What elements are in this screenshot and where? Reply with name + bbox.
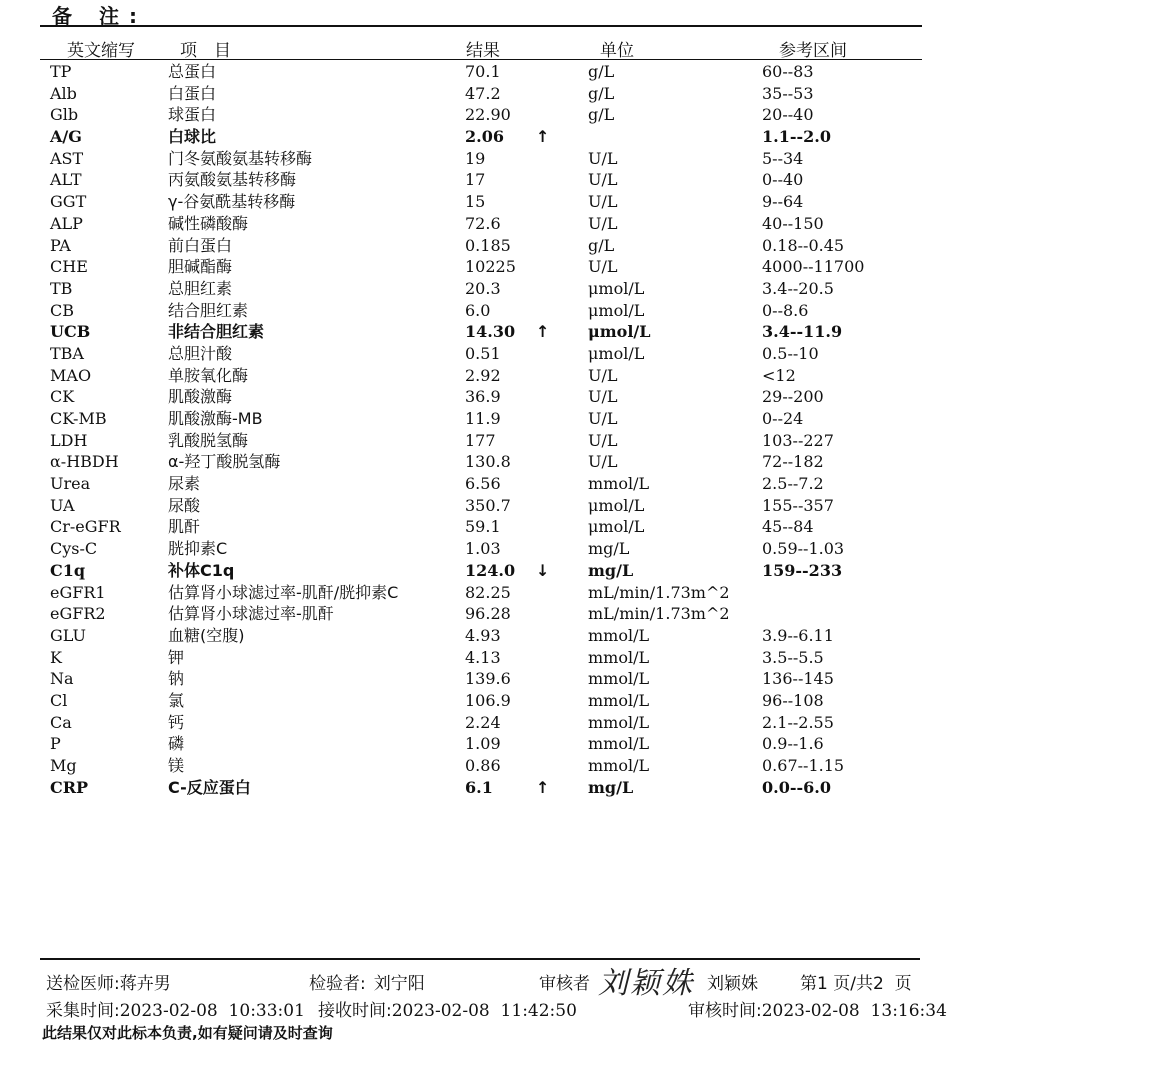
test-unit: g/L	[588, 62, 615, 81]
test-unit: U/L	[588, 257, 618, 277]
table-row	[0, 148, 1170, 170]
test-unit: U/L	[588, 170, 618, 190]
table-row	[0, 516, 1170, 538]
reviewer-name: 刘颖姝	[707, 974, 758, 994]
tester-label: 检验者:	[309, 974, 366, 994]
test-unit: g/L	[588, 105, 615, 125]
test-unit: U/L	[588, 430, 618, 450]
reference-range: <12	[762, 365, 796, 385]
disclaimer-note: 此结果仅对此标本负责,如有疑问请及时查询	[42, 1024, 333, 1042]
test-name: γ-谷氨酰基转移酶	[168, 192, 296, 212]
abnormal-flag-icon: ↑	[536, 322, 550, 342]
reference-range: 72--182	[762, 452, 824, 472]
test-abbr: P	[50, 734, 61, 754]
test-result: 130.8	[465, 452, 511, 472]
test-abbr: PA	[50, 235, 71, 255]
reference-range: 3.9--6.11	[762, 625, 834, 645]
test-result: 4.93	[465, 625, 501, 645]
header-divider	[40, 59, 922, 60]
reference-range: 0--24	[762, 409, 804, 428]
reference-range: 0--8.6	[762, 300, 809, 320]
test-name: 钾	[168, 647, 185, 667]
test-name: 非结合胆红素	[168, 322, 265, 342]
doctor-field	[46, 969, 171, 994]
test-abbr: A/G	[50, 127, 82, 147]
test-result: 19	[465, 148, 486, 168]
test-result: 106.9	[465, 690, 511, 710]
test-result: 0.51	[465, 343, 501, 363]
test-unit: mmol/L	[588, 647, 650, 667]
test-name: 胱抑素C	[168, 539, 228, 559]
table-row	[0, 256, 1170, 278]
test-abbr: Cl	[50, 690, 68, 710]
results-table	[0, 61, 1170, 798]
remark-label: 备 注:	[52, 4, 147, 28]
table-row	[0, 104, 1170, 126]
test-unit: μmol/L	[588, 495, 645, 515]
test-unit: μmol/L	[588, 278, 645, 298]
test-name: 磷	[168, 734, 185, 754]
collect-time-label: 采集时间:	[46, 1001, 120, 1021]
table-row	[0, 430, 1170, 452]
page-indicator: 第1 页/共2 页	[800, 974, 912, 994]
test-abbr: TP	[50, 62, 72, 81]
test-unit: U/L	[588, 387, 618, 407]
table-row	[0, 213, 1170, 235]
table-row	[0, 408, 1170, 430]
test-name: C-反应蛋白	[168, 777, 251, 797]
test-abbr: Mg	[50, 756, 77, 775]
reviewer-signature: 刘颖姝	[598, 966, 694, 1001]
table-row	[0, 473, 1170, 495]
table-row	[0, 191, 1170, 213]
test-name: 肌酐	[168, 517, 201, 537]
reference-range: 45--84	[762, 517, 814, 537]
test-name: 钙	[168, 712, 185, 732]
test-abbr: C1q	[50, 560, 86, 580]
collect-time-field	[46, 996, 305, 1021]
test-name: 估算肾小球滤过率-肌酐	[168, 604, 334, 624]
doctor-name: 蒋卉男	[119, 974, 171, 994]
abnormal-flag-icon: ↑	[536, 777, 550, 797]
abnormal-flag-icon: ↓	[536, 560, 550, 580]
table-row	[0, 451, 1170, 473]
test-result: 2.92	[465, 365, 501, 385]
reference-range: 3.4--11.9	[762, 322, 843, 342]
table-row	[0, 755, 1170, 777]
collect-time: 2023-02-08 10:33:01	[119, 1001, 305, 1021]
test-result: 6.0	[465, 300, 491, 320]
test-unit: mmol/L	[588, 625, 650, 645]
test-name: 尿酸	[168, 495, 201, 515]
test-unit: μmol/L	[588, 517, 645, 537]
reference-range: 3.4--20.5	[762, 278, 834, 298]
test-name: 单胺氧化酶	[168, 365, 249, 385]
top-divider	[40, 25, 922, 27]
test-unit: U/L	[588, 409, 618, 428]
reference-range: 20--40	[762, 105, 814, 125]
test-abbr: TB	[50, 278, 73, 298]
test-unit: mL/min/1.73m^2	[588, 604, 730, 624]
table-row	[0, 582, 1170, 604]
test-unit: U/L	[588, 148, 618, 168]
test-result: 59.1	[465, 517, 501, 537]
test-unit: U/L	[588, 452, 618, 472]
table-row	[0, 169, 1170, 191]
test-abbr: GGT	[50, 192, 87, 212]
test-result: 47.2	[465, 83, 501, 103]
test-name: 总胆红素	[168, 278, 233, 298]
reference-range: 0--40	[762, 170, 804, 190]
test-unit: mmol/L	[588, 669, 650, 689]
reference-range: 0.0--6.0	[762, 777, 831, 797]
test-unit: U/L	[588, 365, 618, 385]
test-result: 124.0	[465, 560, 516, 580]
test-name: 前白蛋白	[168, 235, 233, 255]
test-unit: mg/L	[588, 777, 634, 797]
test-unit: g/L	[588, 83, 615, 103]
tester-name: 刘宁阳	[373, 974, 425, 994]
test-name: 估算肾小球滤过率-肌酐/胱抑素C	[168, 582, 399, 602]
doctor-label: 送检医师:	[46, 974, 120, 994]
test-result: 10225	[465, 257, 516, 277]
test-abbr: CK-MB	[50, 409, 107, 428]
test-result: 1.09	[465, 734, 501, 754]
reference-range: 29--200	[762, 387, 824, 407]
test-abbr: CB	[50, 300, 74, 320]
test-result: 96.28	[465, 604, 511, 624]
test-abbr: ALT	[50, 170, 82, 190]
test-result: 1.03	[465, 539, 501, 559]
reference-range: 96--108	[762, 690, 824, 710]
test-result: 14.30	[465, 322, 516, 342]
test-result: 350.7	[465, 495, 511, 515]
test-name: 胆碱酯酶	[168, 257, 233, 277]
test-abbr: Urea	[50, 474, 91, 494]
reference-range: 0.18--0.45	[762, 235, 845, 255]
receive-time: 2023-02-08 11:42:50	[391, 1001, 577, 1021]
test-unit: g/L	[588, 235, 615, 255]
table-row	[0, 83, 1170, 105]
test-name: 碱性磷酸酶	[168, 213, 249, 233]
test-abbr: CHE	[50, 257, 88, 277]
test-unit: mL/min/1.73m^2	[588, 582, 730, 602]
test-result: 6.56	[465, 474, 501, 494]
test-result: 36.9	[465, 387, 501, 407]
review-time-label: 审核时间:	[688, 1001, 762, 1021]
test-result: 4.13	[465, 647, 501, 667]
receive-time-label: 接收时间:	[318, 1001, 392, 1021]
test-name: 总胆汁酸	[168, 343, 233, 363]
reference-range: 9--64	[762, 192, 804, 212]
header-ref: 参考区间	[779, 41, 847, 61]
test-abbr: Cys-C	[50, 539, 98, 559]
test-name: 门冬氨酸氨基转移酶	[168, 148, 313, 168]
test-name: 氯	[168, 690, 185, 710]
test-name: 白蛋白	[168, 83, 217, 103]
table-row	[0, 712, 1170, 734]
test-name: 镁	[168, 756, 185, 775]
reference-range: 40--150	[762, 213, 824, 233]
table-row	[0, 690, 1170, 712]
test-result: 6.1	[465, 777, 493, 797]
table-row	[0, 365, 1170, 387]
test-abbr: Ca	[50, 712, 72, 732]
test-abbr: eGFR2	[50, 604, 106, 624]
test-unit: mmol/L	[588, 712, 650, 732]
test-abbr: CK	[50, 387, 75, 407]
reference-range: 0.5--10	[762, 343, 819, 363]
test-name: 丙氨酸氨基转移酶	[168, 170, 297, 190]
header-result: 结果	[466, 41, 500, 61]
reference-range: 4000--11700	[762, 257, 865, 277]
test-result: 0.185	[465, 235, 511, 255]
table-row	[0, 777, 1170, 799]
review-time: 2023-02-08 13:16:34	[761, 1001, 947, 1021]
test-unit: μmol/L	[588, 343, 645, 363]
reference-range: 0.67--1.15	[762, 756, 845, 775]
test-abbr: GLU	[50, 625, 87, 645]
test-abbr: α-HBDH	[50, 452, 119, 472]
test-unit: μmol/L	[588, 322, 651, 342]
header-abbr: 英文缩写	[67, 41, 135, 61]
abnormal-flag-icon: ↑	[536, 127, 550, 147]
test-result: 82.25	[465, 582, 511, 602]
test-abbr: eGFR1	[50, 582, 106, 602]
test-abbr: Alb	[50, 83, 77, 103]
reference-range: 1.1--2.0	[762, 127, 831, 147]
test-abbr: Na	[50, 669, 74, 689]
test-unit: mg/L	[588, 560, 634, 580]
test-abbr: TBA	[50, 343, 84, 363]
test-name: 总蛋白	[168, 62, 217, 81]
review-time-field	[688, 996, 947, 1021]
test-unit: mmol/L	[588, 474, 650, 494]
test-abbr: Glb	[50, 105, 79, 125]
reviewer-label: 审核者	[539, 974, 590, 994]
test-abbr: Cr-eGFR	[50, 517, 121, 537]
test-result: 17	[465, 170, 486, 190]
table-row	[0, 538, 1170, 560]
header-name: 项 目	[180, 41, 231, 61]
test-unit: U/L	[588, 192, 618, 212]
test-abbr: UCB	[50, 322, 91, 342]
reference-range: 0.9--1.6	[762, 734, 824, 754]
table-row	[0, 560, 1170, 582]
tester-field	[309, 969, 425, 994]
test-name: 钠	[168, 669, 185, 689]
test-result: 22.90	[465, 105, 511, 125]
reference-range: 3.5--5.5	[762, 647, 824, 667]
reference-range: 60--83	[762, 62, 814, 81]
reference-range: 35--53	[762, 83, 814, 103]
test-unit: mmol/L	[588, 734, 650, 754]
test-unit: μmol/L	[588, 300, 645, 320]
table-row	[0, 733, 1170, 755]
table-row	[0, 668, 1170, 690]
test-name: 结合胆红素	[168, 300, 249, 320]
test-name: 补体C1q	[168, 560, 235, 580]
test-name: 乳酸脱氢酶	[168, 430, 249, 450]
test-name: 球蛋白	[168, 105, 217, 125]
test-unit: U/L	[588, 213, 618, 233]
test-abbr: AST	[50, 148, 84, 168]
table-row	[0, 321, 1170, 343]
reference-range: 103--227	[762, 430, 834, 450]
test-name: α-羟丁酸脱氢酶	[168, 452, 281, 472]
test-name: 血糖(空腹)	[168, 625, 245, 645]
table-row	[0, 625, 1170, 647]
test-abbr: LDH	[50, 430, 88, 450]
test-result: 139.6	[465, 669, 511, 689]
table-row	[0, 343, 1170, 365]
test-result: 2.24	[465, 712, 501, 732]
reference-range: 2.1--2.55	[762, 712, 834, 732]
test-abbr: K	[50, 647, 62, 667]
table-row	[0, 300, 1170, 322]
test-result: 0.86	[465, 756, 501, 775]
reference-range: 155--357	[762, 495, 834, 515]
test-result: 11.9	[465, 409, 501, 428]
test-unit: mg/L	[588, 539, 630, 559]
test-unit: mmol/L	[588, 756, 650, 775]
reference-range: 0.59--1.03	[762, 539, 845, 559]
test-result: 72.6	[465, 213, 501, 233]
receive-time-field	[318, 996, 577, 1021]
table-row	[0, 126, 1170, 148]
test-abbr: UA	[50, 495, 75, 515]
test-result: 2.06	[465, 127, 504, 147]
table-row	[0, 386, 1170, 408]
table-row	[0, 603, 1170, 625]
reference-range: 5--34	[762, 148, 804, 168]
reference-range: 159--233	[762, 560, 843, 580]
table-row	[0, 495, 1170, 517]
test-name: 肌酸激酶	[168, 387, 233, 407]
test-abbr: MAO	[50, 365, 92, 385]
table-row	[0, 235, 1170, 257]
test-result: 15	[465, 192, 486, 212]
table-row	[0, 278, 1170, 300]
test-result: 20.3	[465, 278, 501, 298]
bottom-divider	[40, 958, 920, 960]
test-result: 70.1	[465, 62, 501, 81]
reference-range: 2.5--7.2	[762, 474, 824, 494]
test-name: 尿素	[168, 474, 201, 494]
test-unit: mmol/L	[588, 690, 650, 710]
test-abbr: ALP	[50, 213, 83, 233]
test-name: 白球比	[168, 127, 217, 147]
header-unit: 单位	[600, 41, 634, 61]
test-result: 177	[465, 430, 496, 450]
test-name: 肌酸激酶-MB	[168, 409, 263, 428]
test-abbr: CRP	[50, 777, 89, 797]
table-row	[0, 647, 1170, 669]
table-row	[0, 61, 1170, 83]
reference-range: 136--145	[762, 669, 834, 689]
